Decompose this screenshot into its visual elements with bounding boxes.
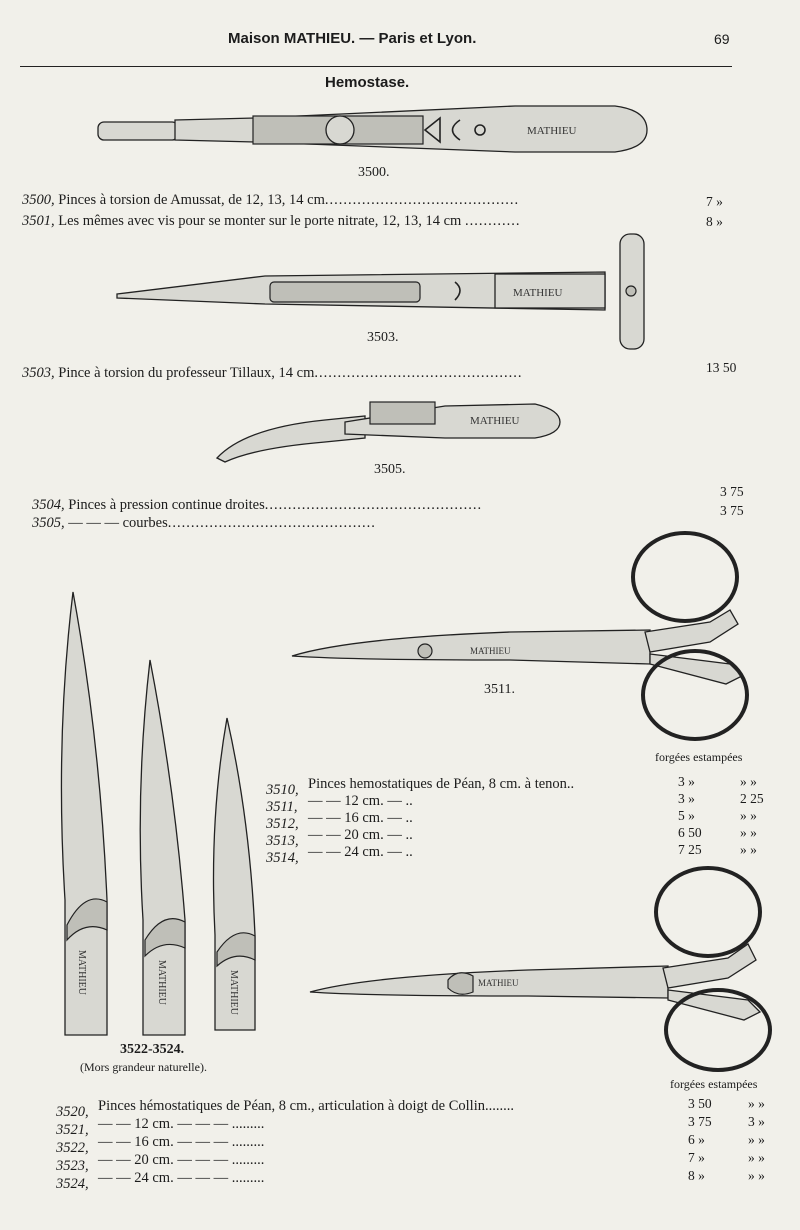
price-forgees: 6 50 <box>678 825 702 840</box>
svg-text:MATHIEU: MATHIEU <box>156 960 167 1005</box>
page-header-title: Maison MATHIEU. — Paris et Lyon. <box>228 30 477 47</box>
row-number: 3510, <box>266 782 299 798</box>
row-description: Pinces hemostatiques de Péan, 8 cm. à tenon.. <box>308 776 575 792</box>
forceps-3520-illustration <box>308 862 778 1077</box>
item-row-3501: 3501, Les mêmes avec vis pour se monter sur le porte nitrate, 12, 13, 14 cm ............ <box>22 213 521 229</box>
price-forgees: 8 » <box>688 1168 705 1183</box>
section-title: Hemostase. <box>325 74 410 91</box>
price-forgees: 3 50 <box>688 1096 712 1111</box>
forceps-3500-illustration <box>95 100 655 160</box>
price-forgees: 5 » <box>678 808 695 823</box>
item-price-3500: 7 » <box>706 194 723 209</box>
price-estampees: » » <box>740 774 757 789</box>
jaws-3522-3524-illustration <box>55 590 270 1040</box>
figure-label-3522-3524: 3522-3524. <box>120 1042 185 1057</box>
row-description: — — 12 cm. — — — ......... <box>98 1116 265 1132</box>
row-number: 3520, <box>56 1104 89 1120</box>
svg-text:MATHIEU: MATHIEU <box>470 415 520 427</box>
price-estampees: » » <box>740 825 757 840</box>
row-description: — — 20 cm. — .. <box>308 827 413 843</box>
row-number: 3513, <box>266 833 299 849</box>
svg-text:MATHIEU: MATHIEU <box>513 287 563 299</box>
price-estampees: 2 25 <box>740 791 764 806</box>
forceps-3511-illustration <box>290 530 760 745</box>
item-row-3503: 3503, Pince à torsion du professeur Tillaux, 14 cm............................................. <box>22 365 523 381</box>
row-number: 3521, <box>56 1122 89 1138</box>
row-description: — — 16 cm. — — — ......... <box>98 1134 265 1150</box>
price-forgees: 3 » <box>678 774 695 789</box>
table1-col-header: forgées estampées <box>655 750 743 764</box>
item-price-3501: 8 » <box>706 214 723 229</box>
svg-text:MATHIEU: MATHIEU <box>76 950 87 995</box>
row-number: 3524, <box>56 1176 89 1192</box>
price-estampees: » » <box>748 1168 765 1183</box>
item-row-3500: 3500, Pinces à torsion de Amussat, de 12, 13, 14 cm.......................................... <box>22 192 520 208</box>
row-description: — — 24 cm. — — — ......... <box>98 1170 265 1186</box>
row-number: 3512, <box>266 816 299 832</box>
row-number: 3522, <box>56 1140 89 1156</box>
figure-label-3503: 3503. <box>367 330 399 345</box>
page-number: 69 <box>714 31 730 47</box>
price-forgees: 7 25 <box>678 842 702 857</box>
figure-label-3500: 3500. <box>358 165 390 180</box>
item-price-3505: 3 75 <box>720 503 744 518</box>
row-description: Pinces hémostatiques de Péan, 8 cm., articulation à doigt de Collin........ <box>98 1098 514 1114</box>
price-estampees: » » <box>740 842 757 857</box>
price-estampees: » » <box>748 1150 765 1165</box>
price-estampees: » » <box>748 1096 765 1111</box>
header-rule <box>20 66 732 67</box>
row-description: — — 12 cm. — .. <box>308 793 413 809</box>
row-description: — — 20 cm. — — — ......... <box>98 1152 265 1168</box>
price-estampees: » » <box>740 808 757 823</box>
engraving-label: MATHIEU <box>527 125 577 137</box>
row-description: — — 24 cm. — .. <box>308 844 413 860</box>
figure-label-3505: 3505. <box>374 462 406 477</box>
table2-col-header: forgées estampées <box>670 1077 758 1091</box>
svg-text:MATHIEU: MATHIEU <box>478 978 519 988</box>
svg-text:MATHIEU: MATHIEU <box>228 970 239 1015</box>
price-estampees: 3 » <box>748 1114 765 1129</box>
figure-note-3522-3524: (Mors grandeur naturelle). <box>80 1060 207 1074</box>
item-price-3503: 13 50 <box>706 360 737 375</box>
row-number: 3523, <box>56 1158 89 1174</box>
figure-label-3511: 3511. <box>484 682 515 697</box>
forceps-3505-illustration <box>215 398 565 468</box>
price-forgees: 3 75 <box>688 1114 712 1129</box>
svg-text:MATHIEU: MATHIEU <box>470 646 511 656</box>
price-forgees: 3 » <box>678 791 695 806</box>
price-forgees: 6 » <box>688 1132 705 1147</box>
item-price-3504: 3 75 <box>720 484 744 499</box>
row-number: 3511, <box>266 799 298 815</box>
item-row-3504: 3504, Pinces à pression continue droites............................................... <box>32 497 483 513</box>
price-estampees: » » <box>748 1132 765 1147</box>
item-row-3505: 3505, — — — courbes............................................. <box>32 515 376 531</box>
price-forgees: 7 » <box>688 1150 705 1165</box>
row-number: 3514, <box>266 850 299 866</box>
row-description: — — 16 cm. — .. <box>308 810 413 826</box>
